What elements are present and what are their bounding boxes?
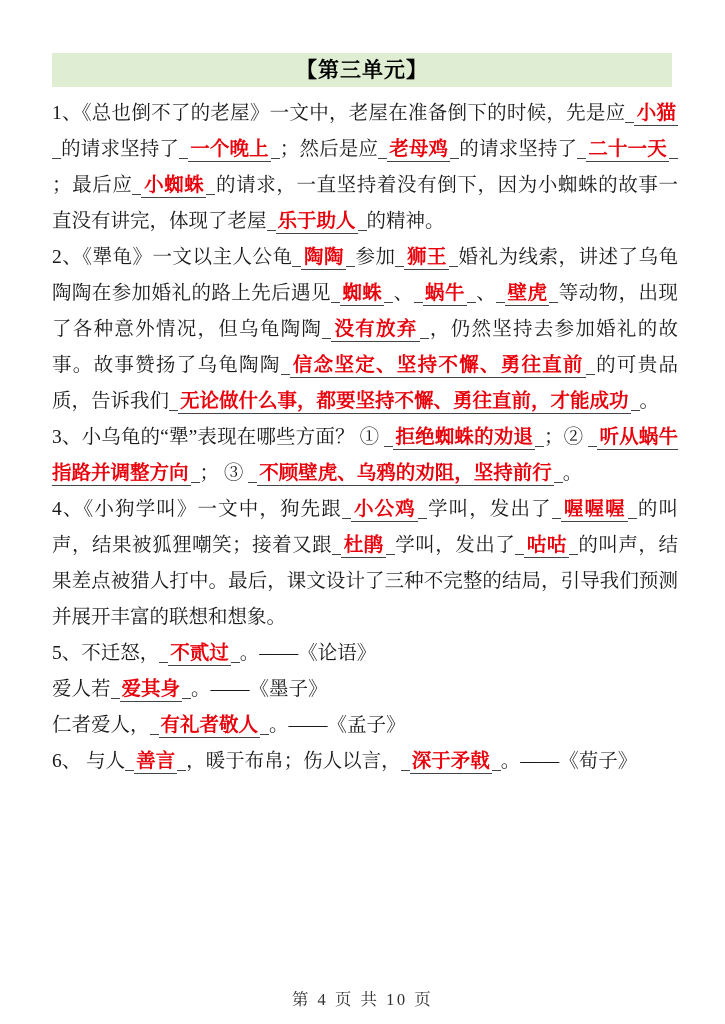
filled-answer: 善言	[136, 751, 176, 772]
prompt-text: 的请求，一直坚持着没有倒下，因为小蜘蛛的故事一直没有讲完，体现了老屋	[52, 175, 678, 232]
blank-rule-lead	[496, 285, 505, 303]
blank-rule-lead	[384, 429, 393, 447]
question-item	[52, 420, 678, 492]
blank-rule-tail	[669, 141, 678, 159]
prompt-text: 《犟龟》一文以主人公龟	[82, 247, 293, 268]
item-number: 4、	[52, 499, 84, 520]
question-item	[52, 744, 678, 780]
blank-rule-tail	[177, 753, 186, 771]
filled-answer: 蜗牛	[424, 283, 465, 304]
blank-rule-tail	[450, 141, 459, 159]
blank-rule-lead	[378, 141, 387, 159]
prompt-text: 、	[393, 283, 414, 304]
question-item	[52, 96, 678, 240]
filled-answer: 蜘蛛	[341, 283, 383, 304]
item-number: 2、	[52, 247, 83, 268]
blank-rule-tail	[535, 429, 544, 447]
prompt-text: 不迁怒，	[81, 643, 160, 664]
blank-rule-tail	[52, 141, 61, 159]
item-number: 3、	[52, 427, 82, 448]
blank-rule-tail	[420, 321, 429, 339]
filled-answer: 信念坚定、坚持不懈、勇往直前	[291, 355, 584, 376]
blank-rule-lead	[577, 141, 586, 159]
blank-rule-lead	[588, 429, 597, 447]
blank-rule-lead	[515, 537, 524, 555]
filled-answer: 不贰过	[170, 643, 229, 664]
blank-rule-lead	[322, 321, 331, 339]
blank-rule-tail	[182, 681, 191, 699]
filled-answer: 二十一天	[588, 139, 667, 160]
blank-rule-lead	[342, 501, 351, 519]
prompt-text: ； ③	[199, 463, 249, 484]
prompt-text: 等动物，出现了各种意外情况，但乌龟陶陶	[52, 283, 678, 340]
blank-rule-tail	[631, 393, 640, 411]
unit-title-banner: 【第三单元】	[52, 53, 672, 87]
page-footer: 第 4 页 共 10 页	[291, 990, 434, 1009]
filled-answer: 小公鸡	[352, 499, 416, 520]
blank-rule-lead	[125, 753, 134, 771]
prompt-text: 学叫，发出了	[394, 535, 516, 556]
prompt-text: ，暖于布帛；伤人以言，	[186, 751, 401, 772]
blank-rule-tail	[271, 141, 280, 159]
blank-rule-lead	[111, 681, 120, 699]
blank-rule-tail	[384, 285, 393, 303]
blank-rule-tail	[467, 285, 476, 303]
prompt-text: 。——《孟子》	[269, 715, 406, 736]
item-number: 5、	[52, 643, 82, 664]
filled-answer: 深于矛戟	[411, 751, 490, 772]
prompt-text: ；②	[544, 427, 589, 448]
prompt-text: 仁者爱人，	[52, 715, 150, 736]
filled-answer: 咕咕	[526, 535, 567, 556]
prompt-text: 小乌龟的“犟”表现在哪些方面？ ①	[81, 427, 385, 448]
prompt-text: 婚礼为线索，讲述了乌龟陶陶在参加婚礼的路上先后遇见	[52, 247, 678, 304]
blank-rule-tail	[191, 465, 200, 483]
blank-rule-lead	[414, 285, 423, 303]
filled-answer: 一个晚上	[190, 139, 269, 160]
prompt-text: ，仍然坚持去参加婚礼的故事。故事赞扬了乌龟陶陶	[52, 319, 678, 376]
prompt-text: 的叫声，结果被狐狸嘲笑；接着又跟	[52, 499, 678, 556]
prompt-text: 的请求坚持了	[61, 139, 180, 160]
blank-rule-lead	[281, 357, 290, 375]
prompt-text: 。——《荀子》	[500, 751, 638, 772]
blank-rule-tail	[586, 357, 595, 375]
prompt-text: 《总也倒不了的老屋》一文中，老屋在准备倒下的时候，先是应	[81, 103, 626, 124]
filled-answer: 壁虎	[507, 283, 548, 304]
prompt-text: 的精神。	[366, 211, 445, 232]
item-number: 1、	[52, 103, 82, 124]
prompt-text: 学叫，发出了	[426, 499, 552, 520]
blank-rule-lead	[150, 717, 159, 735]
blank-rule-tail	[628, 501, 637, 519]
prompt-text: ；最后应	[52, 175, 133, 196]
prompt-text: 参加	[354, 247, 396, 268]
blank-rule-lead	[552, 501, 561, 519]
question-item	[52, 492, 678, 636]
prompt-text: ；然后是应	[279, 139, 379, 160]
item-number: 6、	[52, 751, 82, 772]
blank-rule-tail	[260, 717, 269, 735]
blank-rule-lead	[401, 753, 410, 771]
prompt-text: 。——《论语》	[239, 643, 377, 664]
filled-answer: 陶陶	[303, 247, 344, 268]
prompt-text: 。——《墨子》	[191, 679, 328, 700]
blank-rule-lead	[267, 213, 276, 231]
worksheet-body	[52, 96, 678, 780]
prompt-text: 爱人若	[52, 679, 111, 700]
filled-answer: 不顾壁虎、乌鸦的劝阻，坚持前行	[259, 463, 552, 484]
blank-rule-lead	[331, 285, 340, 303]
prompt-text: 《小狗学叫》一文中，狗先跟	[83, 499, 342, 520]
question-item	[52, 672, 678, 708]
blank-rule-tail	[449, 249, 458, 267]
blank-rule-tail	[386, 537, 395, 555]
filled-answer: 无论做什么事，都要坚持不懈、勇往直前，才能成功	[180, 391, 629, 412]
blank-rule-tail	[358, 213, 367, 231]
prompt-text: 。	[562, 463, 583, 484]
blank-rule-tail	[231, 645, 240, 663]
filled-answer: 听从蜗牛指路并调整方向	[52, 427, 678, 484]
blank-rule-lead	[159, 645, 168, 663]
filled-answer: 小猫	[636, 103, 676, 124]
blank-rule-tail	[554, 465, 563, 483]
blank-rule-lead	[169, 393, 178, 411]
filled-answer: 没有放弃	[333, 319, 418, 340]
filled-answer: 喔喔喔	[562, 499, 626, 520]
prompt-text: 的叫声，结果差点被猎人打中。最后，课文设计了三种不完整的结局，引导我们预测并展开丰富的联想和想象。	[52, 535, 678, 628]
blank-rule-tail	[418, 501, 427, 519]
question-item	[52, 636, 678, 672]
filled-answer: 小蜘蛛	[143, 175, 205, 196]
prompt-text: 与人	[81, 751, 126, 772]
blank-rule-lead	[179, 141, 188, 159]
question-item	[52, 708, 678, 744]
filled-answer: 拒绝蜘蛛的劝退	[395, 427, 534, 448]
filled-answer: 老母鸡	[389, 139, 449, 160]
prompt-text: 的请求坚持了	[459, 139, 578, 160]
filled-answer: 有礼者敬人	[160, 715, 259, 736]
blank-rule-lead	[248, 465, 257, 483]
prompt-text: 。	[639, 391, 660, 412]
blank-rule-tail	[346, 249, 355, 267]
prompt-text: 的可贵品质，告诉我们	[52, 355, 678, 412]
question-item	[52, 240, 678, 420]
blank-rule-tail	[492, 753, 501, 771]
blank-rule-lead	[332, 537, 341, 555]
filled-answer: 狮王	[406, 247, 447, 268]
blank-rule-tail	[569, 537, 578, 555]
filled-answer: 乐于助人	[277, 211, 356, 232]
prompt-text: 、	[475, 283, 497, 304]
filled-answer: 杜鹃	[343, 535, 384, 556]
filled-answer: 爱其身	[121, 679, 181, 700]
